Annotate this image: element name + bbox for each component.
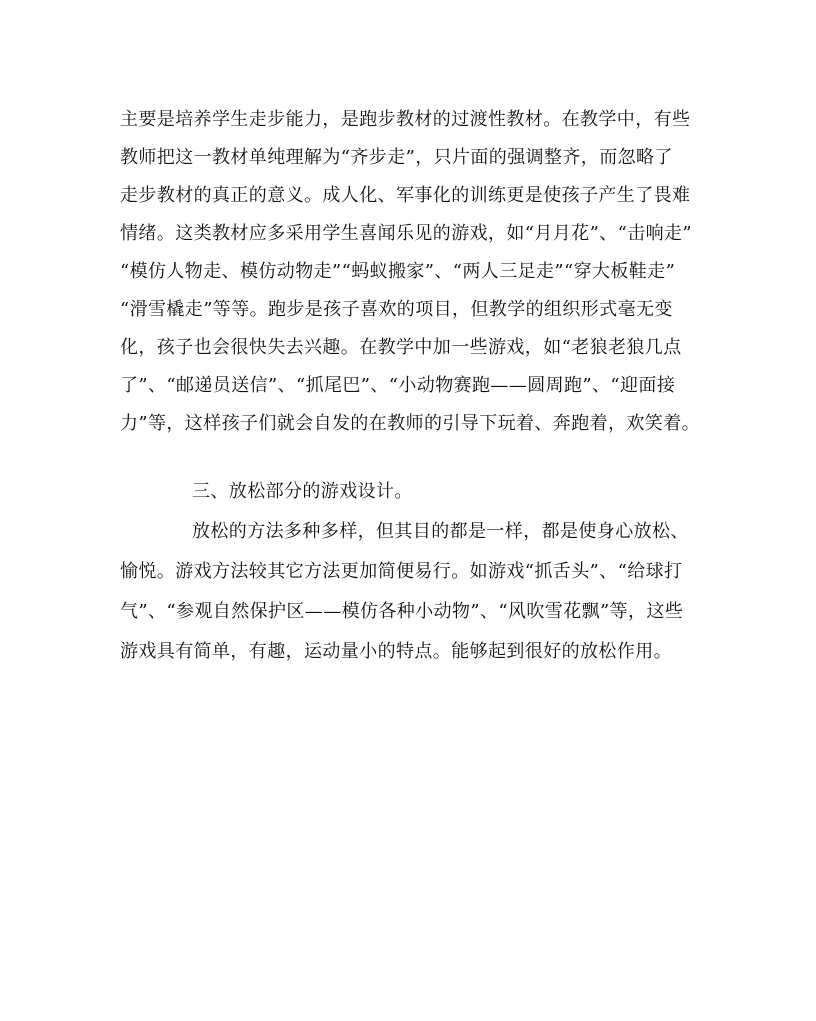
paragraph2-line-4: 游戏具有简单，有趣，运动量小的特点。能够起到很好的放松作用。 <box>120 641 672 662</box>
paragraph1-line-4: 情绪。这类教材应多采用学生喜闻乐见的游戏，如“月月花”、“击响走” <box>120 223 693 244</box>
paragraph1-line-5: “模仿人物走、模仿动物走”“蚂蚁搬家”、“两人三足走”“穿大板鞋走” <box>120 261 676 282</box>
paragraph1-line-3: 走步教材的真正的意义。成人化、军事化的训练更是使孩子产生了畏难 <box>120 185 691 206</box>
paragraph2-line-1: 放松的方法多种多样，但其目的都是一样，都是使身心放松、 <box>192 521 689 542</box>
paragraph1-line-7: 化，孩子也会很快失去兴趣。在教学中加一些游戏，如“老狼老狼几点 <box>120 337 682 358</box>
paragraph1-line-6: “滑雪橇走”等等。跑步是孩子喜欢的项目，但教学的组织形式毫无变 <box>120 299 673 320</box>
paragraph2-line-3: 气”、“参观自然保护区——模仿各种小动物”、“风吹雪花飘”等，这些 <box>120 601 684 622</box>
paragraph1-line-2: 教师把这一教材单纯理解为“齐步走”，只片面的强调整齐，而忽略了 <box>120 147 673 168</box>
paragraph1-line-9: 力”等，这样孩子们就会自发的在教师的引导下玩着、奔跑着，欢笑着。 <box>120 413 700 434</box>
section-heading: 三、放松部分的游戏设计。 <box>192 481 413 502</box>
paragraph1-line-1: 主要是培养学生走步能力，是跑步教材的过渡性教材。在教学中，有些 <box>120 109 691 130</box>
paragraph2-line-2: 愉悦。游戏方法较其它方法更加简便易行。如游戏“抓舌头”、“给球打 <box>120 561 683 582</box>
paragraph1-line-8: 了”、“邮递员送信”、“抓尾巴”、“小动物赛跑——圆周跑”、“迎面接 <box>120 375 676 396</box>
